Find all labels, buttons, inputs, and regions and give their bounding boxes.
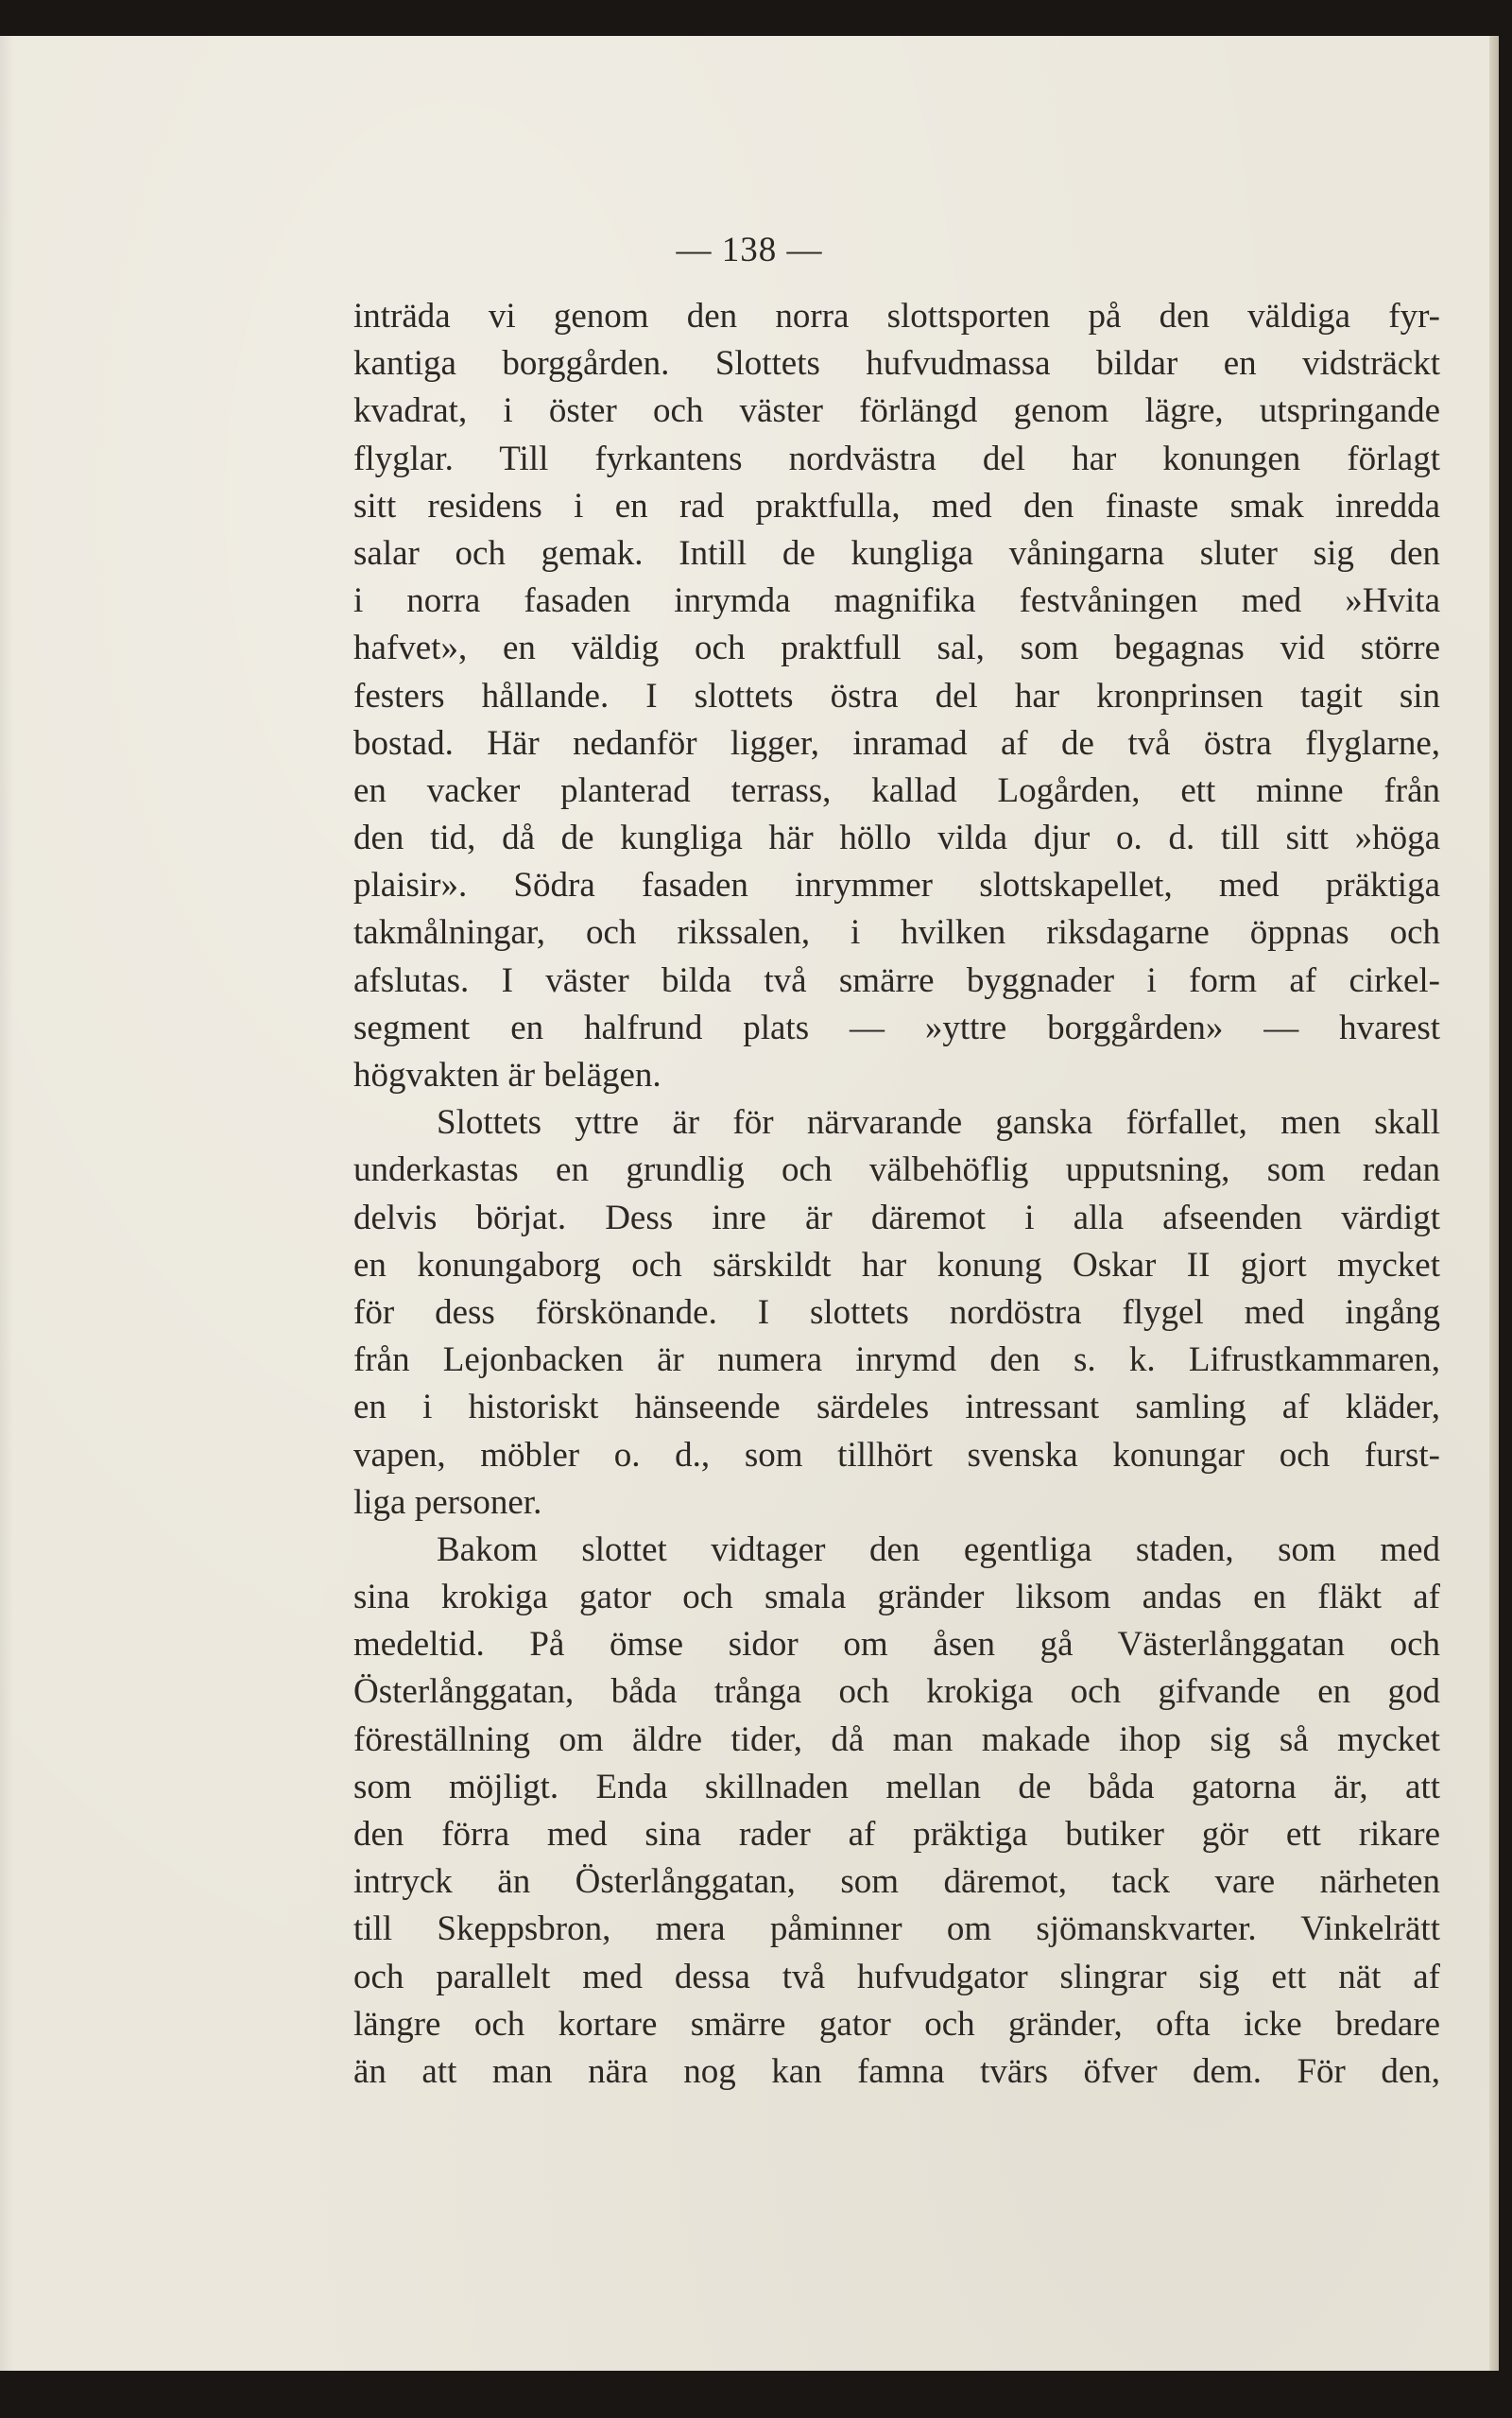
text-line: bostad. Här nedanför ligger, inramad af de två östra flyglarne, bbox=[353, 723, 1440, 763]
text-line: Österlånggatan, båda trånga och krokiga och gifvande en god bbox=[353, 1672, 1440, 1712]
text-line: som möjligt. Enda skillnaden mellan de båda gatorna är, att bbox=[353, 1767, 1440, 1806]
text-line: en konungaborg och särskildt har konung Oskar II gjort mycket bbox=[353, 1245, 1440, 1285]
text-line: den tid, då de kungliga här höllo vilda djur o. d. till sitt »höga bbox=[353, 819, 1440, 858]
text-line: högvakten är belägen. bbox=[353, 1056, 662, 1095]
text-line: sina krokiga gator och smala gränder liksom andas en fläkt af bbox=[353, 1578, 1440, 1617]
text-line: vapen, möbler o. d., som tillhört svenska konungar och furst- bbox=[353, 1435, 1440, 1475]
spine-shadow bbox=[0, 36, 13, 2371]
text-line: kvadrat, i öster och väster förlängd genom lägre, utspringande bbox=[353, 391, 1440, 431]
text-line: till Skeppsbron, mera påminner om sjömanskvarter. Vinkelrätt bbox=[353, 1909, 1440, 1949]
text-line: festers hållande. I slottets östra del har kronprinsen tagit sin bbox=[353, 676, 1440, 716]
text-line: kantiga borggården. Slottets hufvudmassa bildar en vidsträckt bbox=[353, 344, 1440, 384]
text-line: inträda vi genom den norra slottsporten på den väldiga fyr- bbox=[353, 297, 1440, 336]
text-line: liga personer. bbox=[353, 1482, 542, 1522]
text-line: afslutas. I väster bilda två smärre byggnader i form af cirkel- bbox=[353, 960, 1440, 1000]
text-line: intryck än Österlånggatan, som däremot, tack vare närheten bbox=[353, 1862, 1440, 1902]
text-line: för dess förskönande. I slottets nordöstra flygel med ingång bbox=[353, 1292, 1440, 1332]
text-line: en vacker planterad terrass, kallad Logården, ett minne från bbox=[353, 770, 1440, 810]
text-line: flyglar. Till fyrkantens nordvästra del har konungen förlagt bbox=[353, 439, 1440, 478]
text-line: medeltid. På ömse sidor om åsen gå Västerlånggatan och bbox=[353, 1625, 1440, 1665]
text-line: och parallelt med dessa två hufvudgator slingrar sig ett nät af bbox=[353, 1957, 1440, 1996]
text-line: längre och kortare smärre gator och gränder, ofta icke bredare bbox=[353, 2004, 1440, 2044]
text-line: Slottets yttre är för närvarande ganska förfallet, men skall bbox=[437, 1103, 1440, 1143]
text-line: takmålningar, och rikssalen, i hvilken riksdagarne öppnas och bbox=[353, 913, 1440, 953]
text-line: än att man nära nog kan famna tvärs öfver dem. För den, bbox=[353, 2051, 1440, 2091]
text-line: i norra fasaden inrymda magnifika festvåningen med »Hvita bbox=[353, 581, 1440, 621]
text-line: segment en halfrund plats — »yttre borggården» — hvarest bbox=[353, 1008, 1440, 1047]
text-line: från Lejonbacken är numera inrymd den s. k. Lifrustkammaren, bbox=[353, 1340, 1440, 1380]
text-line: delvis börjat. Dess inre är däremot i alla afseenden värdigt bbox=[353, 1198, 1440, 1237]
text-line: hafvet», en väldig och praktfull sal, som begagnas vid större bbox=[353, 629, 1440, 668]
body-text bbox=[353, 293, 1440, 2096]
text-line: plaisir». Södra fasaden inrymmer slottskapellet, med präktiga bbox=[353, 866, 1440, 906]
text-line: föreställning om äldre tider, då man makade ihop sig så mycket bbox=[353, 1719, 1440, 1759]
book-page bbox=[0, 36, 1499, 2371]
text-line: en i historiskt hänseende särdeles intressant samling af kläder, bbox=[353, 1388, 1440, 1427]
text-line: den förra med sina rader af präktiga butiker gör ett rikare bbox=[353, 1815, 1440, 1854]
text-line: sitt residens i en rad praktfulla, med den finaste smak inredda bbox=[353, 486, 1440, 526]
text-line: salar och gemak. Intill de kungliga våningarna sluter sig den bbox=[353, 533, 1440, 573]
page-edge bbox=[1489, 36, 1499, 2371]
text-line: Bakom slottet vidtager den egentliga staden, som med bbox=[437, 1529, 1440, 1569]
text-line: underkastas en grundlig och välbehöflig upputsning, som redan bbox=[353, 1150, 1440, 1190]
page-number: — 138 — bbox=[676, 231, 823, 269]
